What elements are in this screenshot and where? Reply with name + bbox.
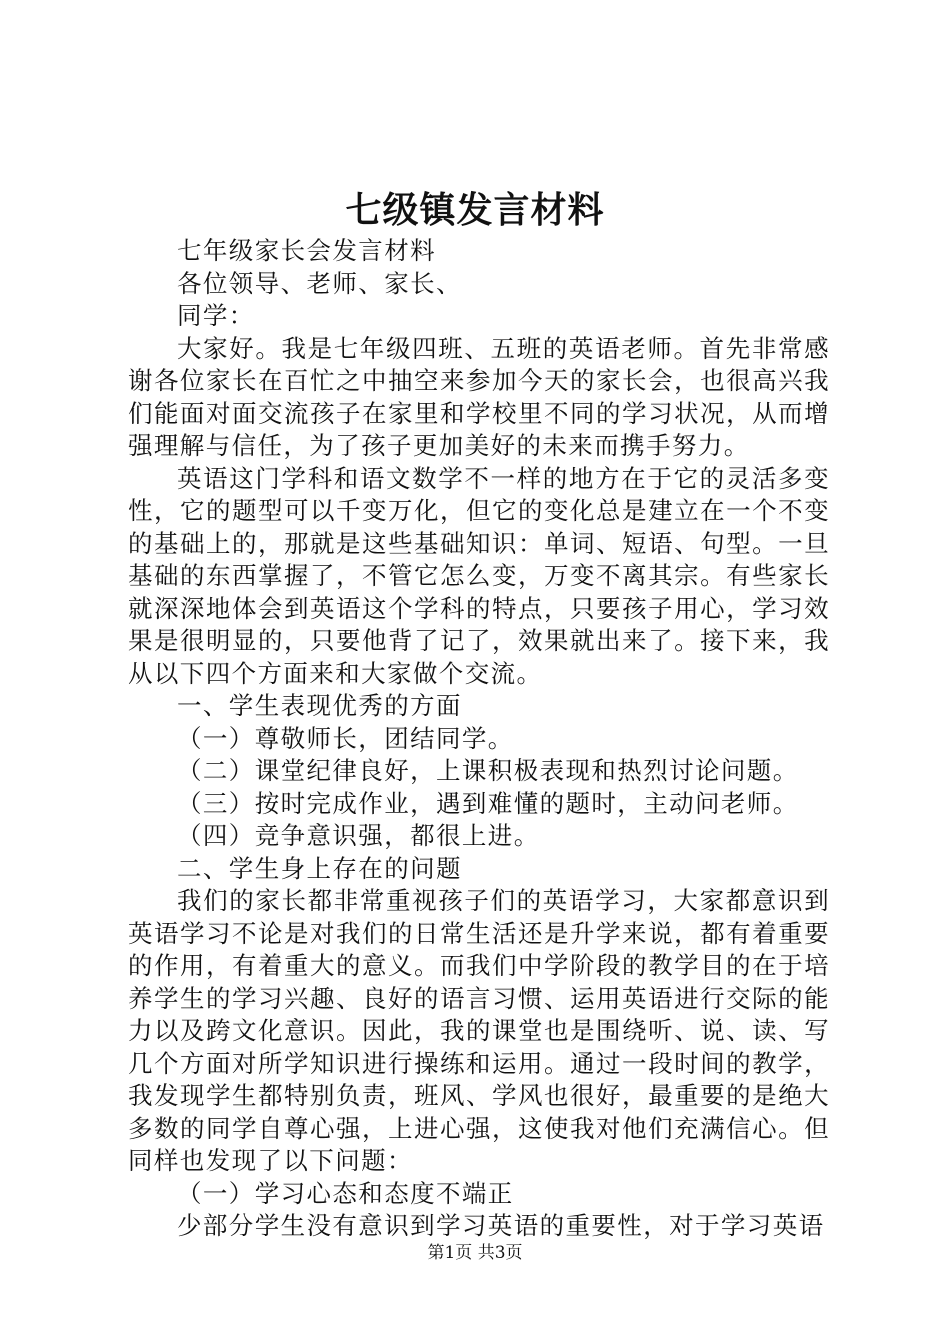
section-heading: 二、学生身上存在的问题 <box>177 853 462 883</box>
list-item: （二）课堂纪律良好，上课积极表现和热烈讨论问题。 <box>177 756 799 785</box>
page-footer: 第1页 共3页 <box>427 1243 523 1263</box>
document-title: 七级镇发言材料 <box>345 189 605 231</box>
paragraph: 大家好。我是七年级四班、五班的英语老师。首先非常感谢各位家长在百忙之中抽空来参加今天的家长会，也很高兴我们能面对面交流孩子在家里和学校里不同的学习状况，从而增强理解与信任，为了孩子更加美好的未来而携手努力。 <box>128 333 830 460</box>
paragraph: 少部分学生没有意识到学习英语的重要性，对于学习英语 <box>177 1211 825 1240</box>
paragraph: 我们的家长都非常重视孩子们的英语学习，大家都意识到英语学习不论是对我们的日常生活还是升学来说，都有着重要的作用，有着重大的意义。而我们中学阶段的教学目的在于培养学生的学习兴趣、良好的语言习惯、运用英语进行交际的能力以及跨文化意识。因此，我的课堂也是围绕听、说、读、写几个方面对所学知识进行操练和运用。通过一段时间的教学，我发现学生都特别负责，班风、学风也很好，最重要的是绝大多数的同学自尊心强，上进心强，这使我对他们充满信心。但同样也发现了以下问题： <box>128 886 830 1175</box>
paragraph: 英语这门学科和语文数学不一样的地方在于它的灵活多变性，它的题型可以千变万化，但它的变化总是建立在一个不变的基础上的，那就是这些基础知识：单词、短语、句型。一旦基础的东西掌握了，不管它怎么变，万变不离其宗。有些家长就深深地体会到英语这个学科的特点，只要孩子用心，学习效果是很明显的，只要他背了记了，效果就出来了。接下来，我从以下四个方面来和大家做个交流。 <box>128 463 830 688</box>
paragraph: 同学： <box>177 301 255 330</box>
list-item: （四）竞争意识强，都很上进。 <box>177 821 540 850</box>
subsection-heading: （一）学习心态和态度不端正 <box>177 1178 514 1208</box>
document-body <box>128 235 830 1243</box>
list-item: （一）尊敬师长，团结同学。 <box>177 723 514 753</box>
list-item: （三）按时完成作业，遇到难懂的题时，主动问老师。 <box>177 788 799 818</box>
paragraph: 各位领导、老师、家长、 <box>177 268 462 298</box>
paragraph: 七年级家长会发言材料 <box>177 236 436 265</box>
section-heading: 一、学生表现优秀的方面 <box>177 691 462 720</box>
